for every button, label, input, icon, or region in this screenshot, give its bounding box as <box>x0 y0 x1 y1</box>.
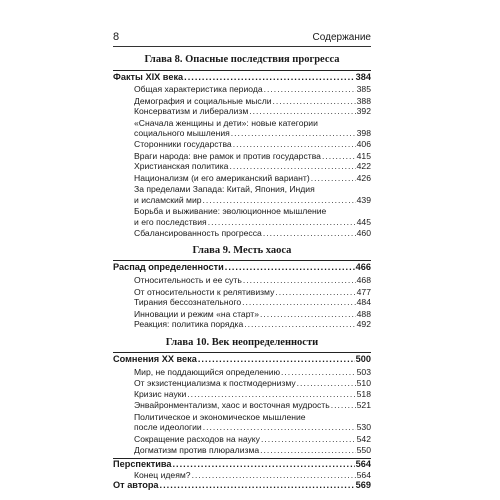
chapter-9-title: Глава 9. Месть хаоса <box>192 244 292 256</box>
toc-entry-first-line: Политическое и экономическое мышление <box>134 411 306 422</box>
divider <box>113 352 371 353</box>
toc-entry: Демография и социальные мысли ..... 388 <box>134 96 371 108</box>
toc-entry: и исламский мир ..... 439 <box>134 195 371 207</box>
toc-entry: Национализм (и его американский вариант) ..... 426 <box>134 173 371 185</box>
toc-entry: Сбалансированность прогресса ..... 460 <box>134 228 371 240</box>
toc-entry: Тирания бессознательного ..... 484 <box>134 297 371 309</box>
toc-entry: Энвайронментализм, хаос и восточная мудрость ..... 521 <box>134 400 371 412</box>
toc-section: От автора ..... 569 <box>113 480 371 492</box>
toc-section: Перспектива ..... 564 <box>113 459 371 471</box>
toc-section: Распад определенности ..... 466 <box>113 262 371 274</box>
toc-entry: Враги народа: вне рамок и против государства ..... 415 <box>134 151 371 163</box>
chapter-10-title: Глава 10. Век неопределенности <box>165 337 319 349</box>
toc-entry: От экзистенциализма к постмодернизму ..... 510 <box>134 378 371 390</box>
toc-entry: Общая характеристика периода ..... 385 <box>134 84 371 96</box>
toc-entry: Христианская политика ..... 422 <box>134 161 371 173</box>
toc-entry: Конец идеям? ..... 564 <box>134 470 371 482</box>
toc-entry: Сторонники государства ..... 406 <box>134 139 371 151</box>
toc-entry: Относительность и ее суть ..... 468 <box>134 275 371 287</box>
toc-section: Сомнения XX века ..... 500 <box>113 354 371 366</box>
toc-entry: Консерватизм и либерализм ..... 392 <box>134 106 371 118</box>
divider <box>113 70 371 71</box>
toc-entry: Инновации и режим «на старт» ..... 488 <box>134 309 371 321</box>
page-number: 8 <box>113 31 120 43</box>
toc-entry: и его последствия ..... 445 <box>134 217 371 229</box>
toc-entry: От относительности к релятивизму ..... 477 <box>134 287 371 299</box>
toc-entry: социального мышления ..... 398 <box>134 128 371 140</box>
toc-entry: Реакция: политика порядка ..... 492 <box>134 319 371 331</box>
divider <box>113 260 371 261</box>
toc-entry: Кризис науки ..... 518 <box>134 389 371 401</box>
chapter-8-title: Глава 8. Опасные последствия прогресса <box>144 54 340 66</box>
toc-entry-first-line: За пределами Запада: Китай, Япония, Индия <box>134 184 315 195</box>
toc-entry-first-line: «Сначала женщины и дети»: новые категории <box>134 117 318 128</box>
toc-entry: Мир, не поддающийся определению ..... 503 <box>134 367 371 379</box>
running-title: Содержание <box>312 32 371 43</box>
toc-section: Факты XIX века ..... 384 <box>113 72 371 84</box>
toc-entry: Сокращение расходов на науку ..... 542 <box>134 434 371 446</box>
toc-entry-first-line: Борьба и выживание: эволюционное мышление <box>134 206 327 217</box>
running-header <box>113 30 371 47</box>
toc-entry: Догматизм против плюрализма ..... 550 <box>134 445 371 457</box>
toc-entry: после идеологии ..... 530 <box>134 422 371 434</box>
